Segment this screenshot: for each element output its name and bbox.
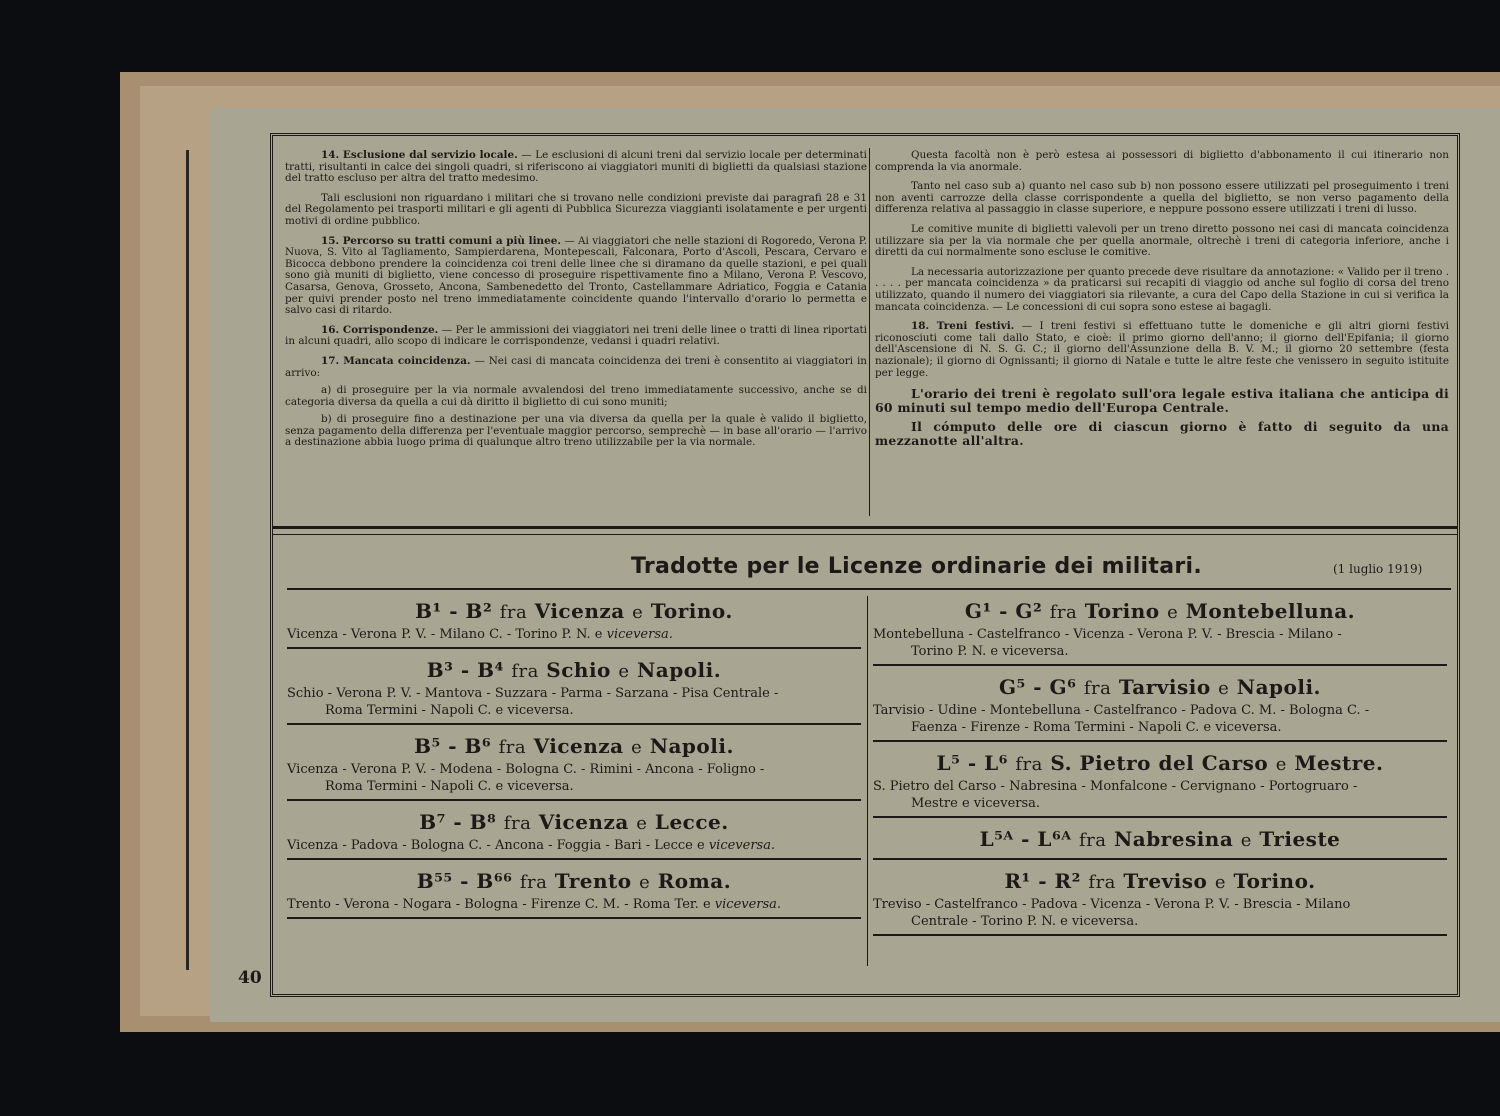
tradotta-fra: fra bbox=[1088, 872, 1116, 893]
tradotta-to: Mestre. bbox=[1294, 751, 1384, 775]
tradotta-route bbox=[287, 896, 861, 913]
section-rule-thin bbox=[273, 534, 1457, 535]
entry-rule bbox=[873, 664, 1447, 666]
tradotta-from: Schio bbox=[546, 658, 611, 682]
entry-rule bbox=[873, 934, 1447, 936]
tradotta-to: Montebelluna. bbox=[1185, 599, 1356, 623]
note-14 bbox=[285, 150, 867, 185]
column-divider bbox=[869, 148, 870, 516]
tradotta-route-text: Trento - Verona - Nogara - Bologna - Firenze C. M. - Roma Ter. bbox=[287, 897, 699, 912]
tradotta-entry bbox=[873, 748, 1447, 818]
tradotta-route bbox=[287, 761, 861, 795]
tradotta-route-text: S. Pietro del Carso - Nabresina - Monfalcone - Cervignano - Portogruaro - bbox=[873, 779, 1358, 794]
tradotta-viceversa: viceversa. bbox=[606, 627, 673, 642]
tradotta-to: Trieste bbox=[1259, 827, 1341, 851]
tradotta-code: B³ - B⁴ bbox=[426, 658, 504, 682]
tradotta-e: e bbox=[1218, 678, 1230, 699]
tradotte-date: (1 luglio 1919) bbox=[1333, 562, 1423, 576]
tradotta-fra: fra bbox=[1015, 754, 1043, 775]
note-17-b: b) di proseguire fino a destinazione per una via diversa da quella per la quale è valido il biglietto, senza pagamento della differenza per l'eventuale maggior percorso, semprechè — in base all'orario — l'arrivo a destinazione abbia luogo prima di qualunque altro treno utilizzabile per la via normale. bbox=[285, 413, 867, 449]
tradotta-entry bbox=[873, 596, 1447, 666]
tradotta-route-text: Tarvisio - Udine - Montebelluna - Castelfranco - Padova C. M. - Bologna C. - bbox=[873, 703, 1370, 718]
tradotta-from: Vicenza bbox=[538, 810, 629, 834]
tradotta-route bbox=[287, 685, 861, 719]
tradotta-heading bbox=[287, 807, 861, 837]
note-15 bbox=[285, 236, 867, 317]
tradotta-heading bbox=[873, 824, 1447, 854]
tradotta-from: S. Pietro del Carso bbox=[1050, 751, 1269, 775]
tradotta-route-cont: Roma Termini - Napoli C. e viceversa. bbox=[325, 703, 574, 718]
entry-rule bbox=[287, 917, 861, 919]
entry-rule bbox=[873, 858, 1447, 860]
tradotta-e: e bbox=[632, 602, 644, 623]
tradotta-heading bbox=[287, 731, 861, 761]
tradotta-route bbox=[873, 896, 1447, 930]
tradotta-fra: fra bbox=[1078, 830, 1107, 851]
entry-rule bbox=[873, 740, 1447, 742]
tradotta-fra: fra bbox=[503, 813, 532, 834]
tradotta-fra: fra bbox=[498, 737, 527, 758]
entry-rule bbox=[287, 723, 861, 725]
tradotta-route bbox=[287, 626, 861, 643]
tradotta-from: Torino bbox=[1084, 599, 1160, 623]
tradotta-code: B⁵ - B⁶ bbox=[414, 734, 492, 758]
note-15-heading: 15. Percorso su tratti comuni a più linee. bbox=[321, 234, 561, 247]
page-frame bbox=[270, 133, 1460, 997]
section-rule-thick bbox=[273, 526, 1457, 529]
tradotta-route bbox=[287, 837, 861, 854]
tradotta-to: Napoli. bbox=[649, 734, 734, 758]
tradotta-code: R¹ - R² bbox=[1004, 869, 1081, 893]
tradotta-entry bbox=[287, 731, 861, 801]
entry-rule bbox=[287, 858, 861, 860]
tradotta-code: L⁵ - L⁶ bbox=[936, 751, 1008, 775]
tradotta-to: Lecce. bbox=[654, 810, 729, 834]
tradotta-e: e bbox=[1214, 872, 1227, 893]
note-14-para2: Tali esclusioni non riguardano i militari che si trovano nelle condizioni previste dai paragrafi 28 e 31 del Regolamento pei trasporti militari e gli agenti di Pubblica Sicurezza viaggianti isolatamente e per urgenti motivi di ordine pubblico. bbox=[285, 191, 867, 227]
tradotta-fra: fra bbox=[1083, 678, 1112, 699]
tradotta-code: B⁵⁵ - B⁶⁶ bbox=[416, 869, 513, 893]
note-right-p2: Tanto nel caso sub a) quanto nel caso sub b) non possono essere utilizzati pel proseguimento i treni non aventi carrozze della classe corrispondente a quella del biglietto, se non verso pagamento della differenza relativa al passaggio in classe superiore, e neppure possono essere utilizzati i treni di lusso. bbox=[875, 180, 1449, 216]
tradotta-e: e bbox=[1240, 830, 1252, 851]
entry-rule bbox=[287, 647, 861, 649]
note-17-a: a) di proseguire per la via normale avvalendosi del treno immediatamente successivo, anche se di categoria diversa da quella a cui dà diritto il biglietto di cui sono muniti; bbox=[285, 384, 867, 408]
tradotta-route-text: Montebelluna - Castelfranco - Vicenza - Verona P. V. - Brescia - Milano - bbox=[873, 627, 1342, 642]
tradotta-heading bbox=[287, 866, 861, 896]
note-right-p1: Questa facoltà non è però estesa ai possessori di biglietto d'abbonamento il cui itinerario non comprenda la via anormale. bbox=[875, 149, 1449, 173]
tradotta-entry bbox=[873, 672, 1447, 742]
tradotta-route-cont: Faenza - Firenze - Roma Termini - Napoli C. e viceversa. bbox=[911, 720, 1282, 735]
tradotta-entry bbox=[873, 866, 1447, 936]
binding-edge bbox=[186, 150, 189, 970]
note-15-text: — Ai viaggiatori che nelle stazioni di Rogoredo, Verona P. Nuova, S. Vito al Tagliamento, Sampierdarena, Montepescali, Falconara, Porto d'Ascoli, Pescara, Cervaro e Bicocca debbono prendere la coincidenza coi treni delle linee che si diramano da quelle stazioni, e pei quali sono già muniti di biglietto, viene concesso di proseguire rispettivamente fino a Milano, Verona P. Vescovo, Casarsa, Genova, Grosseto, Ancona, Sambenedetto del Tronto, Castellammare Adriatico, Foggia e Catania per quivi prender posto nel treno immediatamente coincidente quando l'intervallo d'orario lo permetta e salvo casi di ritardo. bbox=[285, 234, 867, 317]
tradotta-route-text: Schio - Verona P. V. - Mantova - Suzzara - Parma - Sarzana - Pisa Centrale - bbox=[287, 686, 779, 701]
tradotta-e: e bbox=[631, 737, 643, 758]
notes-left-column bbox=[285, 150, 867, 455]
tradotta-route-text: Vicenza - Verona P. V. - Milano C. - Torino P. N. bbox=[287, 627, 591, 642]
tradotta-route-text: Vicenza - Verona P. V. - Modena - Bologna C. - Rimini - Ancona - Foligno - bbox=[287, 762, 765, 777]
note-17-heading: 17. Mancata coincidenza. bbox=[321, 354, 471, 367]
computo-note: Il cómputo delle ore di ciascun giorno è fatto di seguito da una mezzanotte all'altra. bbox=[875, 419, 1449, 448]
entry-rule bbox=[287, 799, 861, 801]
note-16-text: — Per le ammissioni dei viaggiatori nei treni delle linee o tratti di linea riportati in alcuni quadri, allo scopo di indicare le corrispondenze, vedansi i quadri relativi. bbox=[285, 323, 868, 348]
tradotta-code: B¹ - B² bbox=[415, 599, 493, 623]
tradotta-code: G¹ - G² bbox=[964, 599, 1043, 623]
tradotta-from: Vicenza bbox=[533, 734, 624, 758]
tradotta-e: e bbox=[639, 872, 651, 893]
tradotta-entry bbox=[287, 655, 861, 725]
tradotta-from: Nabresina bbox=[1113, 827, 1234, 851]
tradotta-route bbox=[873, 702, 1447, 736]
tradotta-heading bbox=[873, 866, 1447, 896]
tradotta-entry bbox=[287, 866, 861, 919]
note-16-heading: 16. Corrispondenze. bbox=[321, 323, 439, 336]
tradotta-to: Torino. bbox=[650, 599, 733, 623]
tradotta-route bbox=[873, 778, 1447, 812]
tradotta-route-tail: e bbox=[692, 838, 709, 853]
tradotta-fra: fra bbox=[499, 602, 528, 623]
tradotta-viceversa: viceversa. bbox=[708, 838, 776, 853]
tradotta-e: e bbox=[1275, 754, 1287, 775]
tradotta-route-cont: Centrale - Torino P. N. e viceversa. bbox=[911, 914, 1139, 929]
tradotte-column-divider bbox=[867, 596, 868, 966]
note-18-text: — I treni festivi si effettuano tutte le domeniche e gli altri giorni festivi riconosciuti come tali dallo Stato, e cioè: il primo giorno dell'anno; il giorno dell'Epifania; il giorno dell'Ascensione di N. S. G. C.; il giorno dell'Assunzione della B. V. M.; il giorno 20 settembre (festa nazionale); il giorno di Ognissanti; il giorno di Natale e tutte le altre feste che venissero in seguito istituite per legge. bbox=[875, 320, 1450, 379]
tradotte-title: Tradotte per le Licenze ordinarie dei militari. bbox=[631, 554, 1202, 579]
title-rule bbox=[287, 588, 1451, 590]
tradotta-heading bbox=[287, 655, 861, 685]
tradotta-from: Tarvisio bbox=[1118, 675, 1211, 699]
tradotta-to: Torino. bbox=[1233, 869, 1316, 893]
note-16 bbox=[285, 325, 867, 348]
tradotta-heading bbox=[873, 748, 1447, 778]
orario-note: L'orario dei treni è regolato sull'ora legale estiva italiana che anticipa di 60 minuti sul tempo medio dell'Europa Centrale. bbox=[875, 386, 1449, 415]
tradotta-heading bbox=[287, 596, 861, 626]
tradotta-from: Vicenza bbox=[534, 599, 625, 623]
tradotta-to: Napoli. bbox=[1236, 675, 1322, 699]
tradotta-entry bbox=[287, 596, 861, 649]
tradotta-entry bbox=[287, 807, 861, 860]
tradotta-viceversa: viceversa. bbox=[714, 897, 782, 912]
note-17-text: — Nei casi di mancata coincidenza dei treni è consentito ai viaggiatori in arrivo: bbox=[285, 354, 867, 379]
tradotta-code: L⁵ᴬ - L⁶ᴬ bbox=[979, 827, 1072, 851]
tradotta-route-tail: e bbox=[590, 627, 607, 642]
tradotta-route-tail: e bbox=[698, 897, 715, 912]
tradotta-route-cont: Roma Termini - Napoli C. e viceversa. bbox=[325, 779, 574, 794]
note-right-p3: Le comitive munite di biglietti valevoli per un treno diretto possono nei casi di mancata coincidenza utilizzare sia per la via normale che per quella anormale, oltrechè i treni di categoria inferiore, anche i diretti da cui normalmente sono escluse le comitive. bbox=[875, 222, 1449, 259]
tradotta-heading bbox=[873, 596, 1447, 626]
note-right-p4: La necessaria autorizzazione per quanto precede deve risultare da annotazione: « Valido per il treno . . . . . per mancata coincidenza » da praticarsi sui recapiti di viaggio od anche sul foglio di corsa del treno utilizzato, quando il numero dei viaggiatori sia rilevante, a cura del Capo della Stazione in cui si verifica la mancata coincidenza. — Le concessioni di cui sopra sono estese ai bagagli. bbox=[875, 265, 1449, 313]
entry-rule bbox=[873, 816, 1447, 818]
tradotta-fra: fra bbox=[1049, 602, 1078, 623]
tradotta-e: e bbox=[618, 661, 630, 682]
tradotta-e: e bbox=[1167, 602, 1179, 623]
note-14-text: — Le esclusioni di alcuni treni dal servizio locale per determinati tratti, risultanti in calce dei singoli quadri, si riferiscono ai viaggiatori muniti di biglietti da qualsiasi stazione del tratto escluso per altra del tratto medesimo. bbox=[285, 149, 867, 185]
tradotta-fra: fra bbox=[511, 661, 539, 682]
tradotta-to: Napoli. bbox=[636, 658, 722, 682]
tradotta-route-text: Treviso - Castelfranco - Padova - Vicenza - Verona P. V. - Brescia - Milano bbox=[873, 897, 1351, 912]
tradotta-code: B⁷ - B⁸ bbox=[419, 810, 497, 834]
tradotta-heading bbox=[873, 672, 1447, 702]
tradotta-code: G⁵ - G⁶ bbox=[998, 675, 1077, 699]
tradotta-route bbox=[873, 626, 1447, 660]
note-18-heading: 18. Treni festivi. bbox=[911, 320, 1015, 333]
tradotta-route-text: Vicenza - Padova - Bologna C. - Ancona - Foggia - Bari - Lecce bbox=[287, 838, 693, 853]
tradotte-left-column bbox=[287, 596, 861, 925]
notes-right-column bbox=[875, 150, 1449, 453]
note-18 bbox=[875, 321, 1449, 379]
tradotte-right-column bbox=[873, 596, 1447, 942]
note-14-heading: 14. Esclusione dal servizio locale. bbox=[321, 149, 518, 161]
tradotta-to: Roma. bbox=[657, 869, 732, 893]
tradotta-e: e bbox=[636, 813, 648, 834]
tradotta-from: Trento bbox=[554, 869, 632, 893]
tradotta-fra: fra bbox=[519, 872, 548, 893]
page-number: 40 bbox=[238, 968, 262, 988]
tradotta-route-cont: Mestre e viceversa. bbox=[911, 796, 1041, 811]
tradotta-entry bbox=[873, 824, 1447, 860]
tradotta-from: Treviso bbox=[1123, 869, 1208, 893]
tradotta-route-cont: Torino P. N. e viceversa. bbox=[911, 644, 1069, 659]
note-17 bbox=[285, 356, 867, 379]
